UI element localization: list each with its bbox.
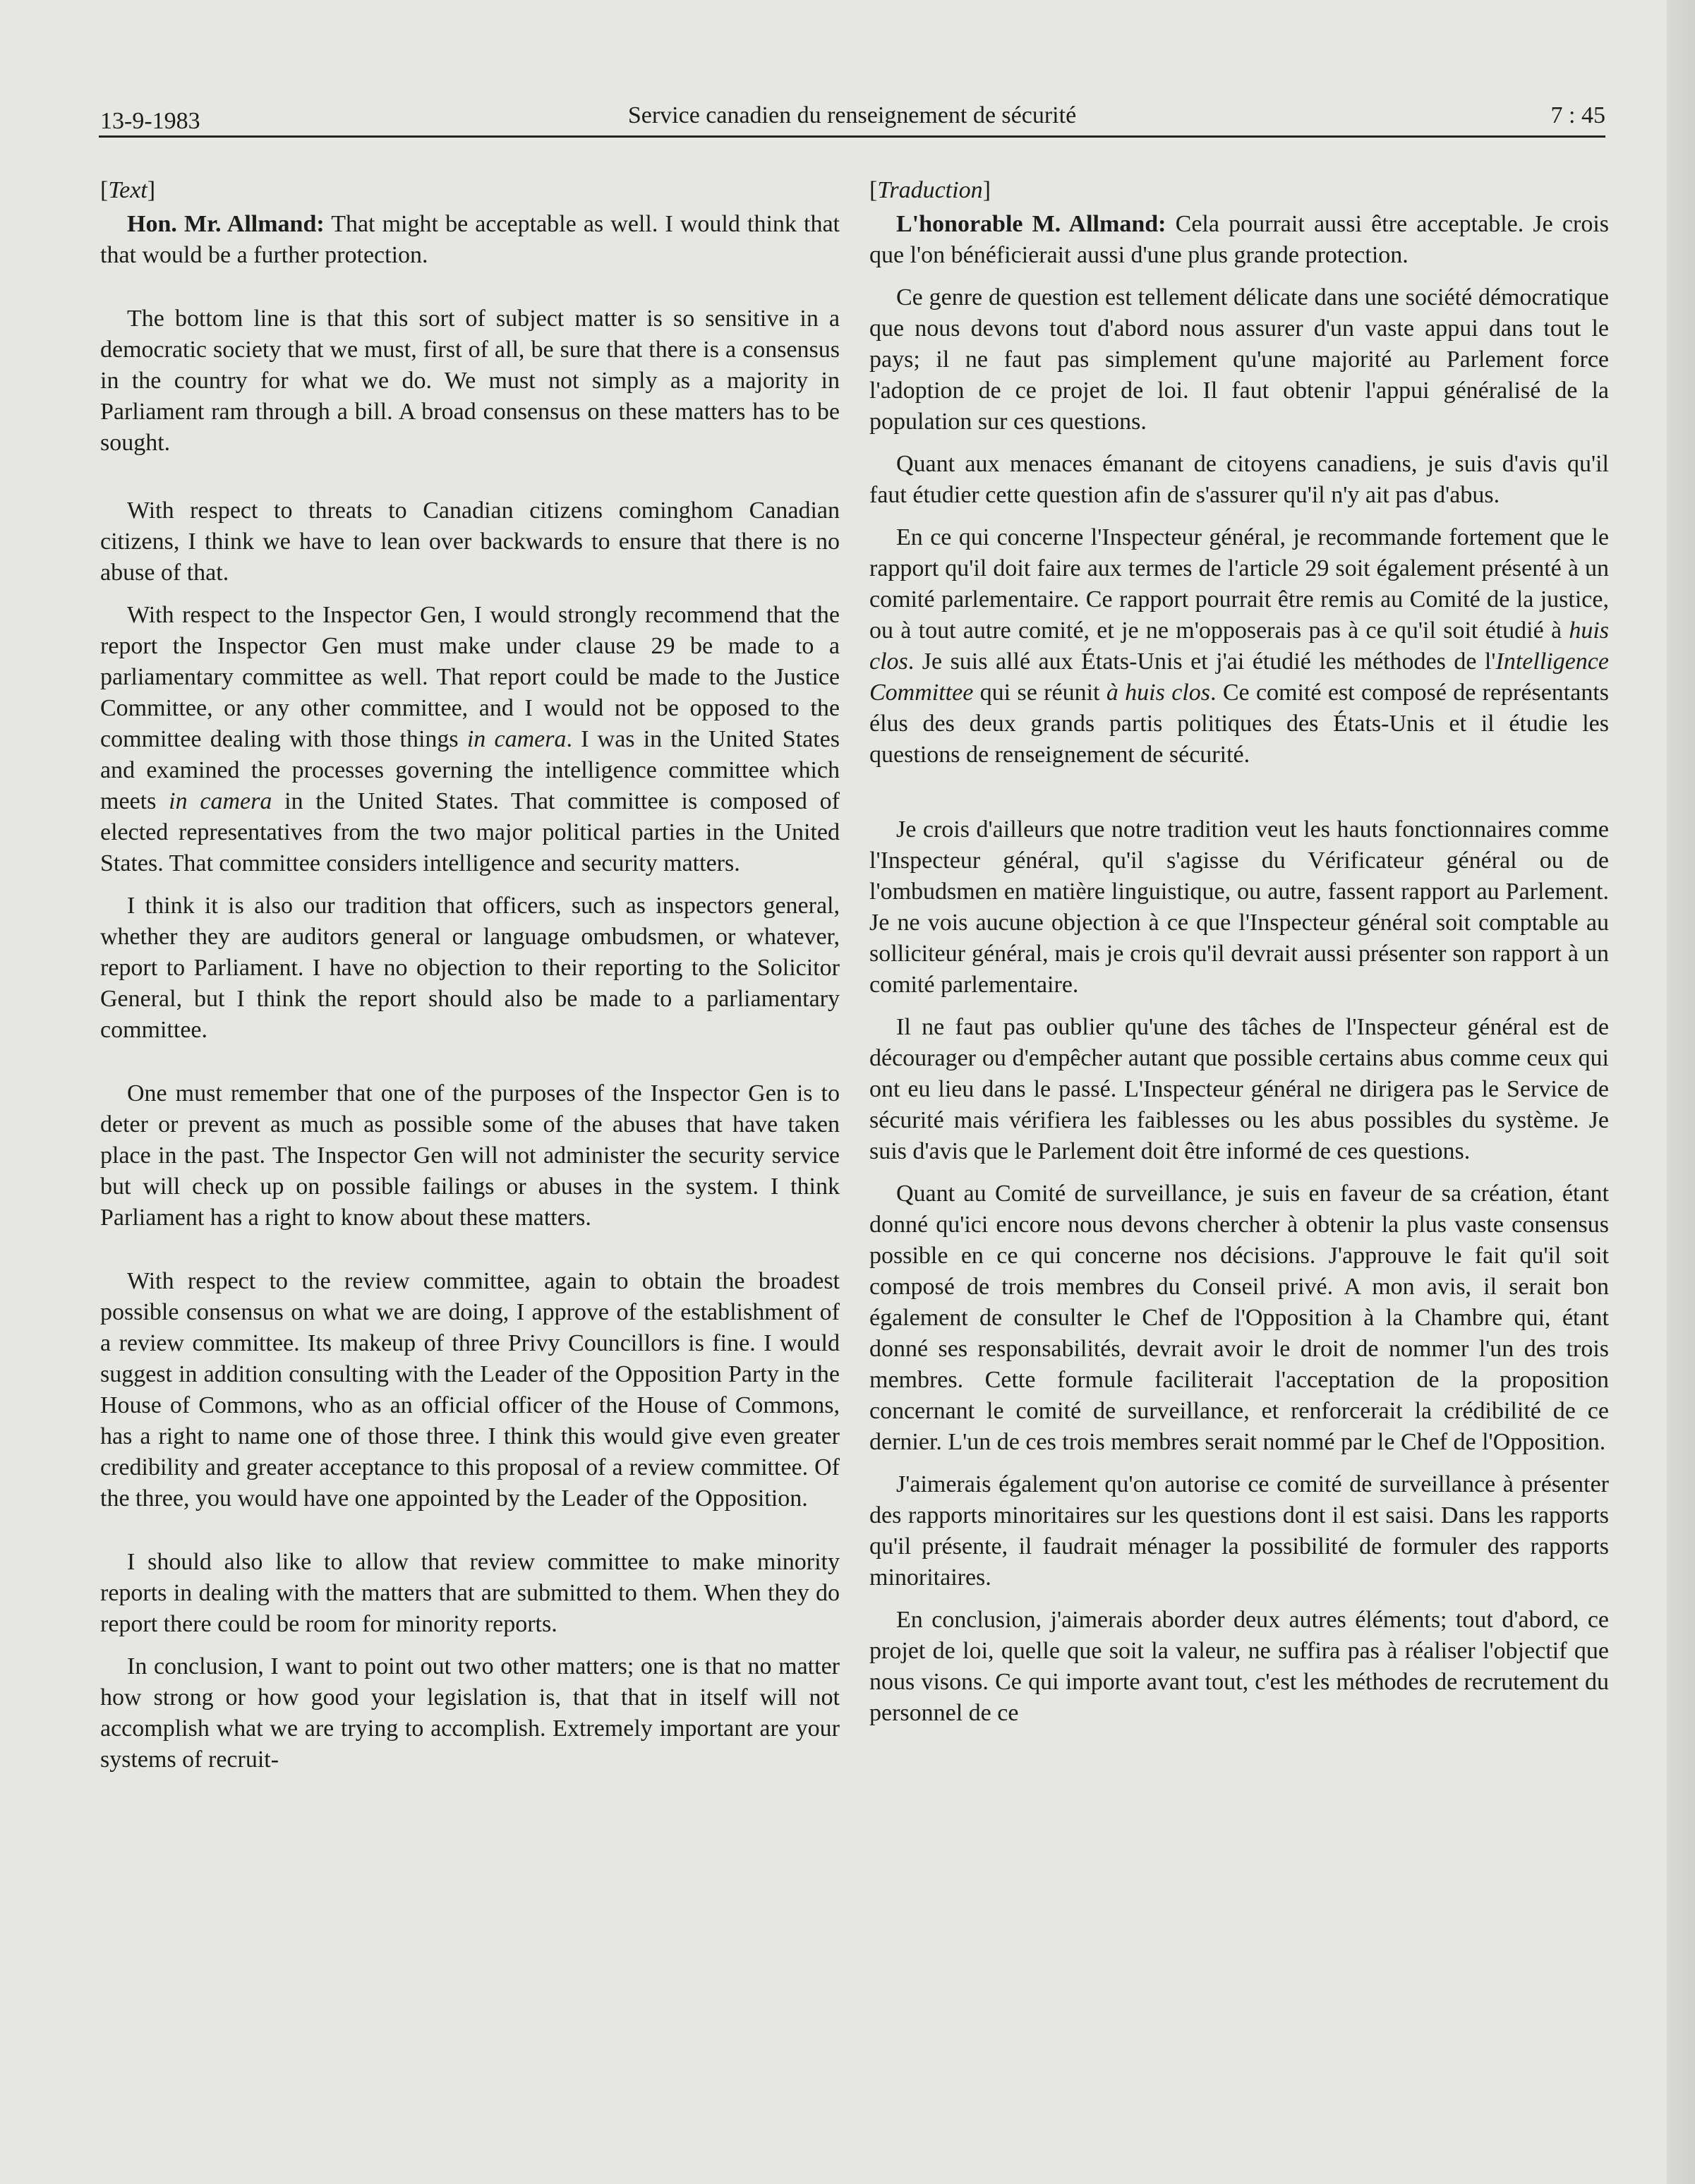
paragraph: En conclusion, j'aimerais aborder deux autres éléments; tout d'abord, ce projet de loi, quelle que soit la valeur, ne suffira pas à réaliser l'objectif que nous visons. Ce qui importe avant tout, c'est les méthodes de recrutement du personnel de ce: [869, 1607, 1609, 1726]
header-rule: [99, 135, 1605, 138]
speaker-name: L'honorable M. Allmand:: [896, 211, 1166, 237]
paragraph: With respect to threats to Canadian citizens cominghom Canadian citizens, I think we have to lean over backwards to ensure that there is no abuse of that.: [100, 497, 840, 586]
english-column: [100, 175, 840, 1775]
paragraph: The bottom line is that this sort of subject matter is so sensitive in a democratic society that we must, first of all, be sure that there is a consensus in the country for what we do. We must not simply as a majority in Parliament ram through a bill. A broad consensus on these matters has to be sought.: [100, 306, 840, 456]
header-title: Service canadien du renseignement de sécurité: [627, 102, 1077, 128]
running-header: [99, 102, 1605, 134]
paragraph: Quant aux menaces émanant de citoyens canadiens, je suis d'avis qu'il faut étudier cette question afin de s'assurer qu'il n'y ait pas d'abus.: [869, 451, 1609, 508]
paragraph: En ce qui concerne l'Inspecteur général, je recommande fortement que le rapport qu'il doit faire aux termes de l'article 29 soit également présenté à un comité parlementaire. Ce rapport pourrait être remis au Comité de la justice, ou à tout autre comité, et je ne m'opposerais pas à ce qu'il soit étudié à huis clos. Je suis allé aux États-Unis et j'ai étudié les méthodes de l'Intelligence Committee qui se réunit à huis clos. Ce comité est composé de représentants élus des deux grands partis politiques des États-Unis et il étudie les questions de renseignement de sécurité.: [869, 524, 1610, 768]
page-binding-edge: [1667, 0, 1695, 2184]
paragraph: Je crois d'ailleurs que notre tradition veut les hauts fonctionnaires comme l'Inspecteur général, qu'il s'agisse du Vérificateur général ou de l'ombudsmen en matière linguistique, ou autre, fassent rapport au Parlement. Je ne vois aucune objection à ce que l'Inspecteur général soit comptable au solliciteur général, mais je crois qu'il devrait aussi présenter son rapport à un comité parlementaire.: [869, 816, 1609, 998]
speaker-name: Hon. Mr. Allmand:: [127, 211, 325, 237]
paragraph: In conclusion, I want to point out two other matters; one is that no matter how strong or how good your legislation is, that that in itself will not accomplish what we are trying to accomplish. Extremely important are your systems of recruit-: [100, 1653, 840, 1773]
section-marker-traduction: [Traduction]: [869, 177, 991, 203]
french-column: [869, 175, 1609, 1729]
paragraph: J'aimerais également qu'on autorise ce comité de surveillance à présenter des rapports minoritaires sur les questions dont il est saisi. Dans les rapports qu'il présente, il faudrait ménager la possibilité de formuler des rapports minoritaires.: [869, 1471, 1609, 1591]
paragraph: Ce genre de question est tellement délicate dans une société démocratique que nous devons tout d'abord nous assurer d'un vaste appui dans tout le pays; il ne faut pas simplement qu'une majorité au Parlement force l'adoption de ce projet de loi. Il faut obtenir l'appui généralisé de la population sur ces questions.: [869, 284, 1609, 435]
header-date: 13-9-1983: [100, 108, 200, 134]
paragraph: With respect to the Inspector Gen, I would strongly recommend that the report the Inspector Gen must make under clause 29 be made to a parliamentary committee as well. That report could be made to the Justice Committee, or any other committee, and I would not be opposed to the committee dealing with those things in camera. I was in the United States and examined the processes governing the intelligence committee which meets in camera in the United States. That committee is composed of elected representatives from the two major political parties in the United States. That committee considers intelligence and security matters.: [100, 602, 840, 876]
paragraph: One must remember that one of the purposes of the Inspector Gen is to deter or prevent as much as possible some of the abuses that have taken place in the past. The Inspector Gen will not administer the security service but will check up on possible failings or abuses in the system. I think Parliament has a right to know about these matters.: [100, 1080, 840, 1231]
paragraph: With respect to the review committee, again to obtain the broadest possible consensus on what we are doing, I approve of the establishment of a review committee. Its makeup of three Privy Councillors is fine. I would suggest in addition consulting with the Leader of the Opposition Party in the House of Commons, who as an official officer of the House of Commons, has a right to name one of those three. I think this would give even greater credibility and greater acceptance to this proposal of a review committee. Of the three, you would have one appointed by the Leader of the Opposition.: [100, 1268, 840, 1512]
paragraph: Hon. Mr. Allmand: That might be acceptable as well. I would think that that would be a further protection.: [100, 211, 840, 268]
paragraph: I think it is also our tradition that officers, such as inspectors general, whether they are auditors general or language ombudsmen, or whatever, report to Parliament. I have no objection to their reporting to the Solicitor General, but I think the report should also be made to a parliamentary committee.: [100, 893, 840, 1043]
paragraph: I should also like to allow that review committee to make minority reports in dealing with the matters that are submitted to them. When they do report there could be room for minority reports.: [100, 1549, 840, 1637]
paragraph: L'honorable M. Allmand: Cela pourrait aussi être acceptable. Je crois que l'on bénéficierait aussi d'une plus grande protection.: [869, 211, 1610, 268]
paragraph: Il ne faut pas oublier qu'une des tâches de l'Inspecteur général est de décourager ou d'empêcher autant que possible certains abus comme ceux qui ont eu lieu dans le passé. L'Inspecteur général ne dirigera pas le Service de sécurité mais vérifiera les faiblesses ou les abus possibles du système. Je suis d'avis que le Parlement doit être informé de ces questions.: [869, 1014, 1609, 1164]
paragraph: Quant au Comité de surveillance, je suis en faveur de sa création, étant donné qu'ici encore nous devons chercher à obtenir la plus vaste consensus possible en ce qui concerne nos décisions. J'approuve le fait qu'il soit composé de trois membres du Conseil privé. A mon avis, il serait bon également de consulter le Chef de l'Opposition à la Chambre qui, étant donné ses responsabilités, devrait avoir le droit de nommer l'un des trois membres. Cette formule faciliterait l'acceptation de la proposition concernant le comité de surveillance, et renforcerait la crédibilité de ce dernier. L'un de ces trois membres serait nommé par le Chef de l'Opposition.: [869, 1181, 1609, 1455]
section-marker-text: [Text]: [100, 177, 156, 203]
page-number: 7 : 45: [1550, 102, 1605, 128]
